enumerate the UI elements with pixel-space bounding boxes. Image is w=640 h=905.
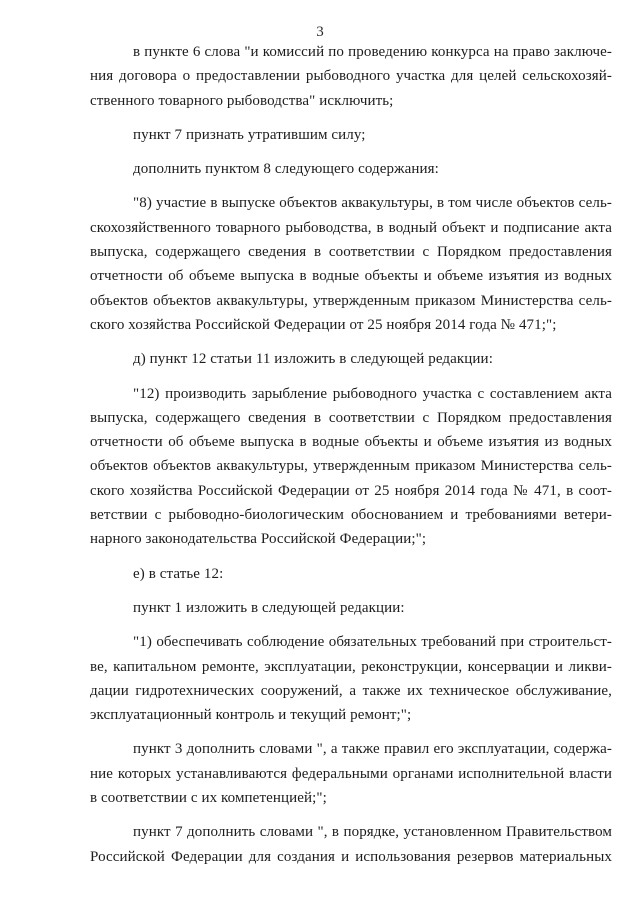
paragraph [90, 562, 612, 586]
text-line: нарного законодательства Российской Федерации;"; [90, 531, 427, 548]
text-line: "12) производить зарыбление рыбоводного участка с составлением акта [133, 385, 612, 402]
document-body [90, 40, 612, 869]
text-line: ского хозяйства Российской Федерации от 25 ноября 2014 года № 471, в соот- [90, 482, 612, 499]
text-line: ния договора о предоставлении рыбоводного участка для целей сельскохозяй- [90, 68, 612, 85]
paragraph [90, 191, 612, 337]
paragraph [90, 630, 612, 727]
text-line: скохозяйственного товарного рыбоводства, в водный объект и подписание акта [90, 219, 612, 236]
text-line: пункт 7 дополнить словами ", в порядке, установленном Правительством [133, 824, 612, 841]
text-line: отчетности об объеме выпуска в водные объекты и объеме изъятия из водных [90, 434, 612, 451]
text-line: отчетности об объеме выпуска в водные объекты и объеме изъятия из водных [90, 268, 612, 285]
text-line: объектов объектов аквакультуры, утвержденным приказом Министерства сель- [90, 292, 612, 309]
paragraph [90, 347, 612, 371]
text-line: в соответствии с их компетенцией;"; [90, 790, 327, 807]
text-line: выпуска, содержащего сведения в соответствии с Порядком предоставления [90, 244, 612, 261]
paragraph [90, 737, 612, 810]
paragraph [90, 820, 612, 869]
text-line: дополнить пунктом 8 следующего содержания: [133, 161, 439, 178]
paragraph [90, 40, 612, 113]
text-line: ние которых устанавливаются федеральными органами исполнительной власти [90, 765, 612, 782]
text-line: дации гидротехнических сооружений, а также их техническое обслуживание, [90, 682, 612, 699]
paragraph [90, 596, 612, 620]
paragraph [90, 157, 612, 181]
text-line: в пункте 6 слова "и комиссий по проведению конкурса на право заключе- [133, 44, 612, 60]
paragraph [90, 123, 612, 147]
text-line: ве, капитальном ремонте, эксплуатации, реконструкции, консервации и ликви- [90, 658, 612, 675]
text-line: "8) участие в выпуске объектов аквакультуры, в том числе объектов сель- [133, 195, 612, 212]
text-line: е) в статье 12: [133, 565, 224, 582]
text-line: ственного товарного рыбоводства" исключить; [90, 92, 394, 109]
text-line: "1) обеспечивать соблюдение обязательных требований при строительст- [133, 634, 612, 651]
text-line: объектов объектов аквакультуры, утвержденным приказом Министерства сель- [90, 458, 612, 475]
paragraph [90, 382, 612, 552]
text-line: ветствии с рыбоводно-биологическим обоснованием и требованиями ветери- [90, 507, 612, 524]
text-line: пункт 7 признать утратившим силу; [133, 126, 366, 143]
text-line: пункт 1 изложить в следующей редакции: [133, 599, 405, 616]
text-line: ского хозяйства Российской Федерации от 25 ноября 2014 года № 471;"; [90, 316, 557, 333]
text-line: пункт 3 дополнить словами ", а также правил его эксплуатации, содержа- [133, 741, 612, 758]
text-line: Российской Федерации для создания и использования резервов материальных [90, 848, 612, 865]
text-line: выпуска, содержащего сведения в соответствии с Порядком предоставления [90, 409, 612, 426]
text-line: д) пункт 12 статьи 11 изложить в следующей редакции: [133, 351, 493, 368]
text-line: эксплуатационный контроль и текущий ремонт;"; [90, 707, 412, 724]
page-number: 3 [316, 24, 324, 40]
